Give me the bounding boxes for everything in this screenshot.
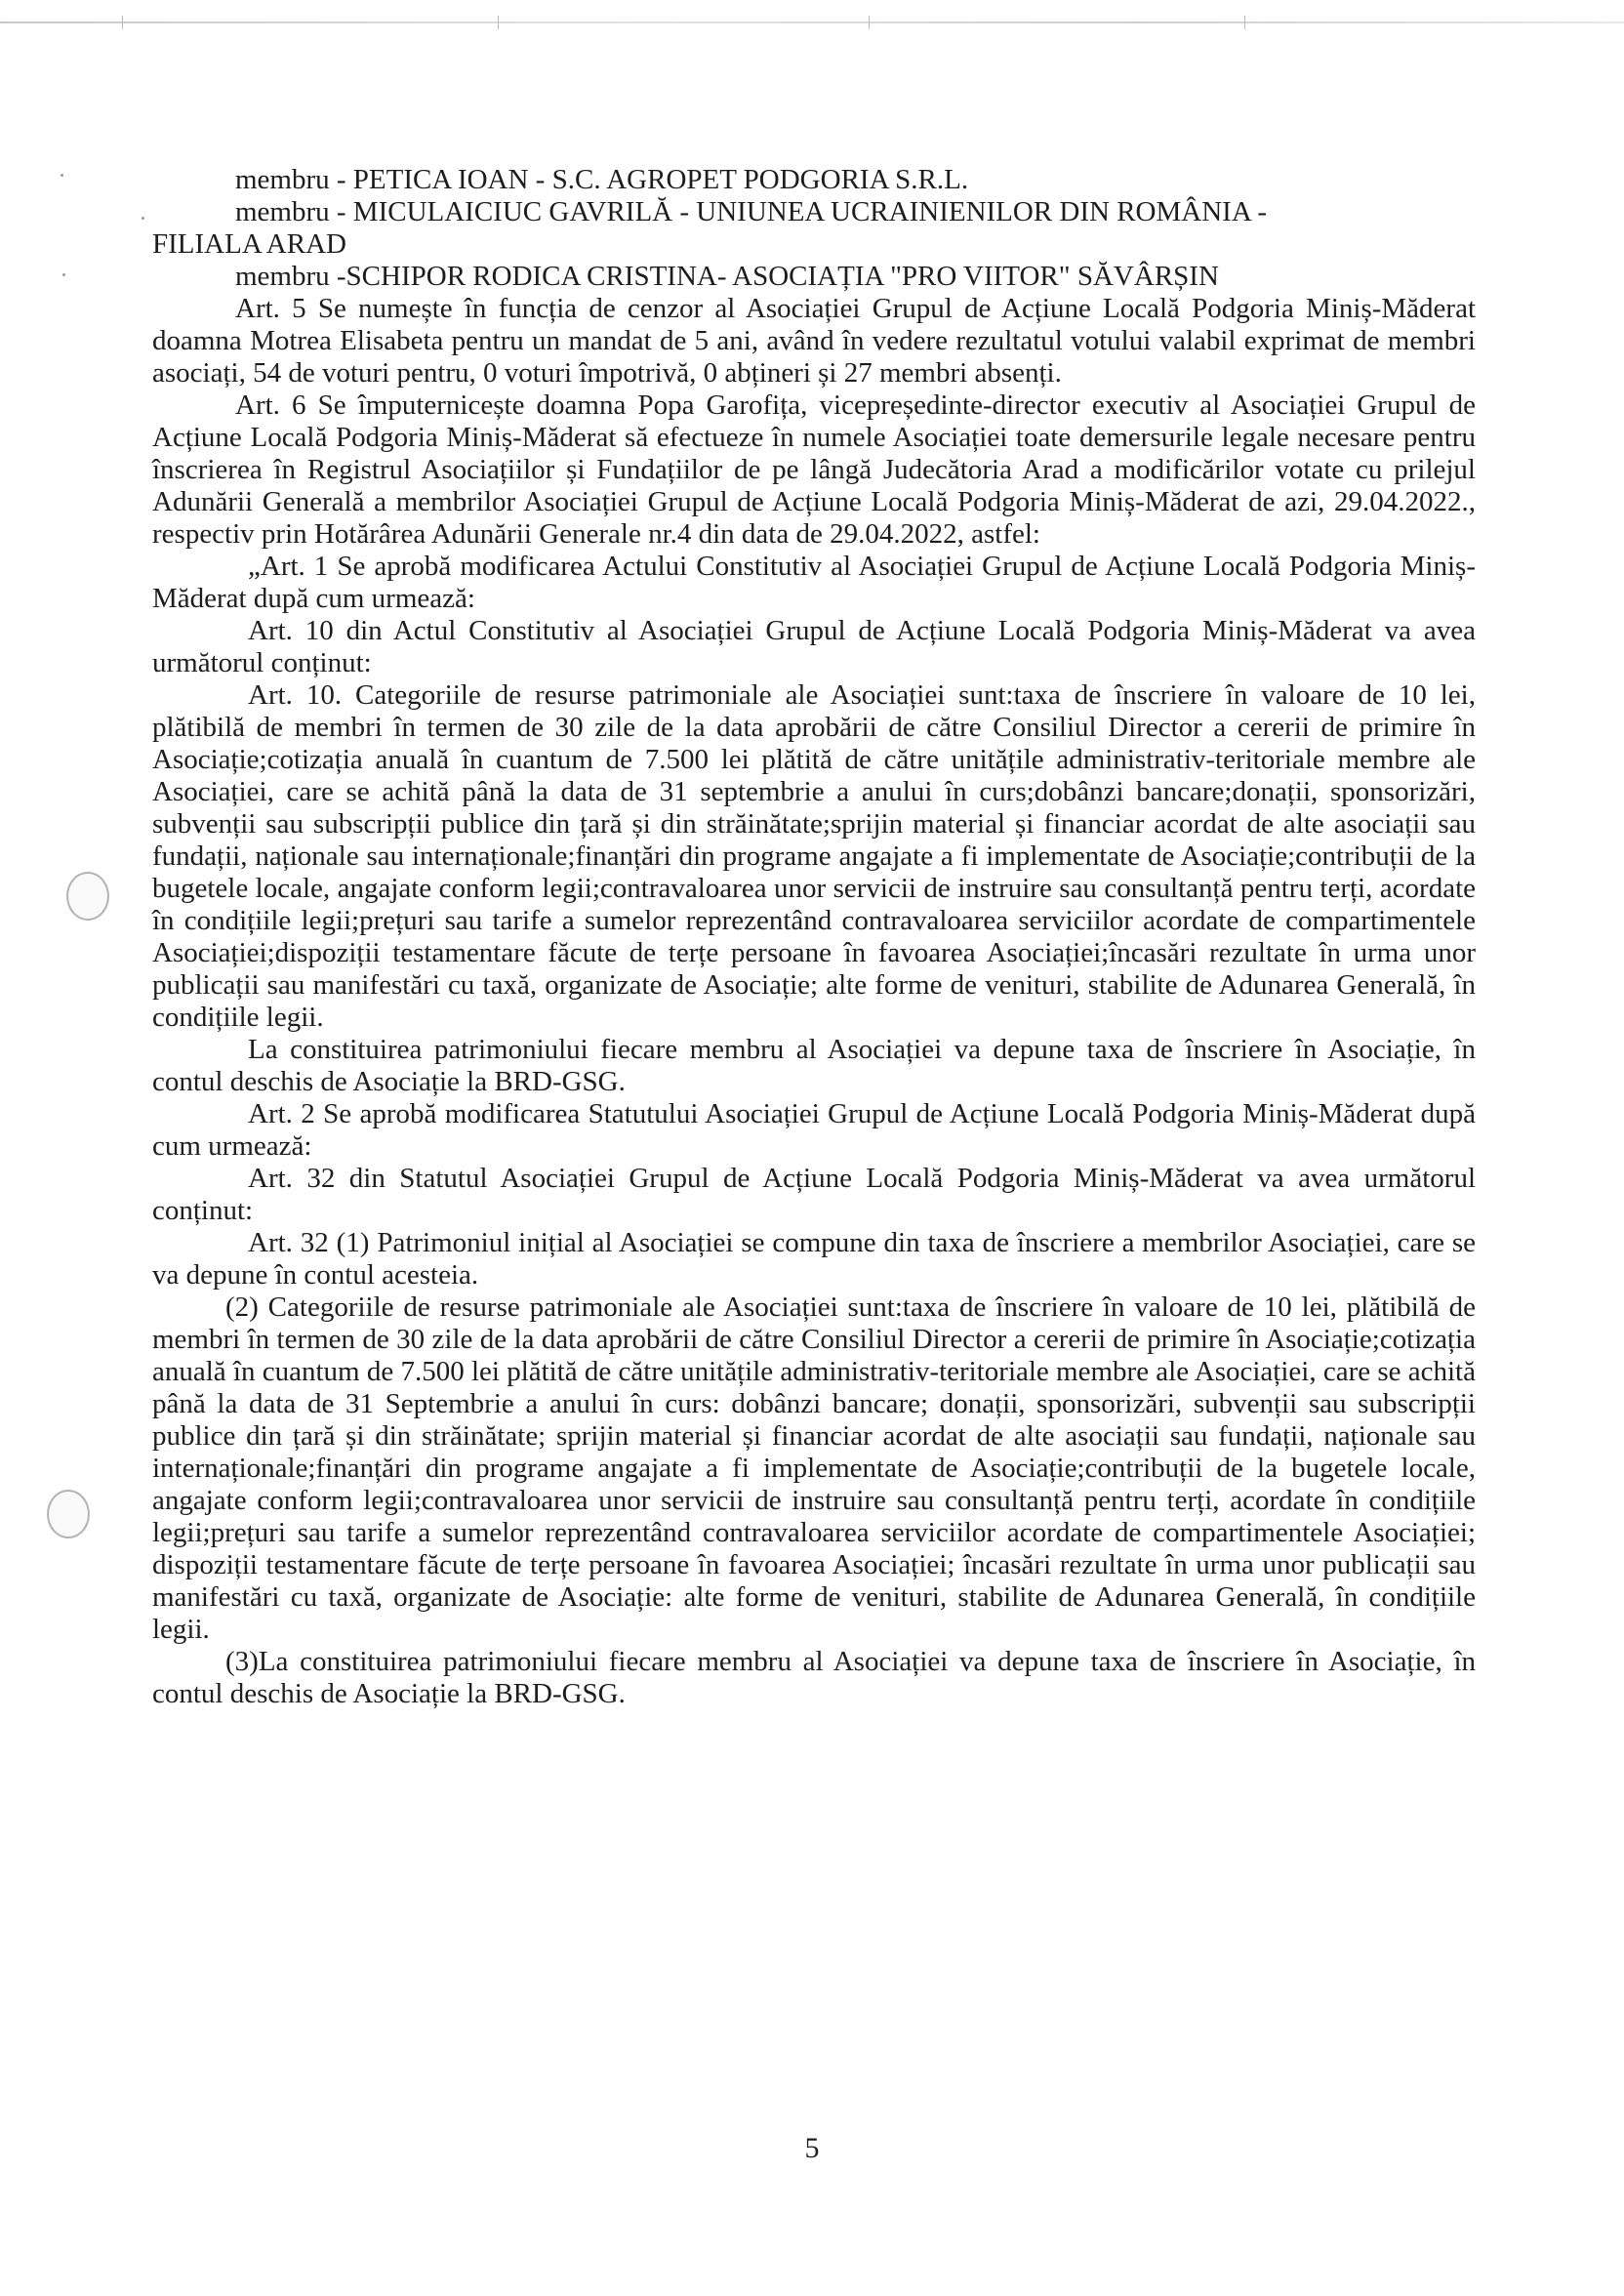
- scan-tick-mark: [869, 16, 870, 29]
- scan-tick-mark: [498, 16, 499, 29]
- paragraph-patrimony-fee: La constituirea patrimoniului fiecare membru al Asociației va depune taxa de înscriere în Asociație, în contul deschis de Asociație la BRD-GSG.: [152, 1034, 1476, 1097]
- paragraph-art-32-1: Art. 32 (1) Patrimoniul inițial al Asociației se compune din taxa de înscriere a membrilor Asociației, care se va depune în contul acesteia.: [152, 1227, 1476, 1291]
- paragraph-art-1: „Art. 1 Se aprobă modificarea Actului Constitutiv al Asociației Grupul de Acțiune Locală Podgoria Miniș-Măderat după cum urmează:: [152, 551, 1476, 614]
- paragraph-art-6: Art. 6 Se împuternicește doamna Popa Garofița, vicepreședinte-director executiv al Asociației Grupul de Acțiune Locală Podgoria Miniș-Măderat să efectueze în numele Asociației toate demersurile legale necesare pentru înscrierea în Registrul Asociațiilor și Fundațiilor de pe lângă Judecătoria Arad a modificărilor votate cu prilejul Adunării Generală a membrilor Asociației Grupul de Acțiune Locală Podgoria Miniș-Măderat de azi, 29.04.2022., respectiv prin Hotărârea Adunării Generale nr.4 din data de 29.04.2022, astfel:: [152, 390, 1476, 550]
- member-line: membru -SCHIPOR RODICA CRISTINA- ASOCIAȚIA "PRO VIITOR" SĂVÂRȘIN: [235, 261, 1219, 292]
- scan-speck: [62, 273, 65, 276]
- member-line: membru - MICULAICIUC GAVRILĂ - UNIUNEA UCRAINIENILOR DIN ROMÂNIA -: [235, 196, 1268, 227]
- punch-hole: [47, 1490, 90, 1538]
- paragraph-art-10-intro: Art. 10 din Actul Constitutiv al Asociației Grupul de Acțiune Locală Podgoria Miniș-Măderat va avea următorul conținut:: [152, 615, 1476, 678]
- paragraph-art-5: Art. 5 Se numește în funcția de cenzor al Asociației Grupul de Acțiune Locală Podgoria Miniș-Măderat doamna Motrea Elisabeta pentru un mandat de 5 ani, având în vedere rezultatul votului valabil exprimat de membri asociați, 54 de voturi pentru, 0 voturi împotrivă, 0 abțineri și 27 membri absenți.: [152, 293, 1476, 389]
- scan-tick-mark: [1244, 16, 1245, 29]
- document-body: [152, 164, 1476, 1710]
- scan-top-edge: [0, 21, 1624, 23]
- paragraph-art-10: Art. 10. Categoriile de resurse patrimoniale ale Asociației sunt:taxa de înscriere în valoare de 10 lei, plătibilă de membri în termen de 30 zile de la data aprobării de către Consiliul Director a cererii de primire în Asociație;cotizația anuală în cuantum de 7.500 lei plătită de către unitățile administrativ-teritoriale membre ale Asociației, care se achită până la data de 31 septembrie a anului în curs;dobânzi bancare;donații, sponsorizări, subvenții sau subscripții publice din țară și din străinătate;sprijin material și financiar acordat de alte asociații sau fundații, naționale sau internaționale;finanțări din programe angajate a fi implementate de Asociație;contribuții de la bugetele locale, angajate conform legii;contravaloarea unor servicii de instruire sau consultanță pentru terți, acordate în condițiile legii;prețuri sau tarife a sumelor reprezentând contravaloarea serviciilor acordate de compartimentele Asociației;dispoziții testamentare făcute de terțe persoane în favoarea Asociației;încasări rezultate în urma unor publicații sau manifestări cu taxă, organizate de Asociație; alte forme de venituri, stabilite de Adunarea Generală, în condițiile legii.: [152, 679, 1476, 1033]
- paragraph-art-32-3: (3)La constituirea patrimoniului fiecare membru al Asociației va depune taxa de înscriere în Asociație, în contul deschis de Asociație la BRD-GSG.: [152, 1646, 1476, 1709]
- punch-hole: [66, 872, 109, 921]
- member-line-continuation: FILIALA ARAD: [152, 228, 346, 260]
- scan-speck: [61, 174, 63, 177]
- member-line: membru - PETICA IOAN - S.C. AGROPET PODGORIA S.R.L.: [235, 164, 969, 195]
- page-number: 5: [804, 2132, 820, 2164]
- paragraph-art-32-2: (2) Categoriile de resurse patrimoniale ale Asociației sunt:taxa de înscriere în valoare de 10 lei, plătibilă de membri în termen de 30 zile de la data aprobării de către Consiliul Director a cererii de primire în Asociație;cotizația anuală în cuantum de 7.500 lei plătită de către unitățile administrativ-teritoriale membre ale Asociației, care se achită până la data de 31 Septembrie a anului în curs: dobânzi bancare; donații, sponsorizări, subvenții sau subscripții publice din țară și din străinătate; sprijin material și financiar acordat de alte asociații sau fundații, naționale sau internaționale;finanțări din programe angajate a fi implementate de Asociație;contribuții de la bugetele locale, angajate conform legii;contravaloarea unor servicii de instruire sau consultanță pentru terți, acordate în condițiile legii;prețuri sau tarife a sumelor reprezentând contravaloarea serviciilor acordate de compartimentele Asociației; dispoziții testamentare făcute de terțe persoane în favoarea Asociației; încasări rezultate în urma unor publicații sau manifestări cu taxă, organizate de Asociație: alte forme de venituri, stabilite de Adunarea Generală, în condițiile legii.: [152, 1292, 1476, 1645]
- paragraph-art-32-intro: Art. 32 din Statutul Asociației Grupul de Acțiune Locală Podgoria Miniș-Măderat va avea următorul conținut:: [152, 1163, 1476, 1226]
- paragraph-art-2: Art. 2 Se aprobă modificarea Statutului Asociației Grupul de Acțiune Locală Podgoria Miniș-Măderat după cum urmează:: [152, 1098, 1476, 1162]
- scan-speck: [142, 217, 144, 220]
- scan-tick-mark: [122, 16, 123, 29]
